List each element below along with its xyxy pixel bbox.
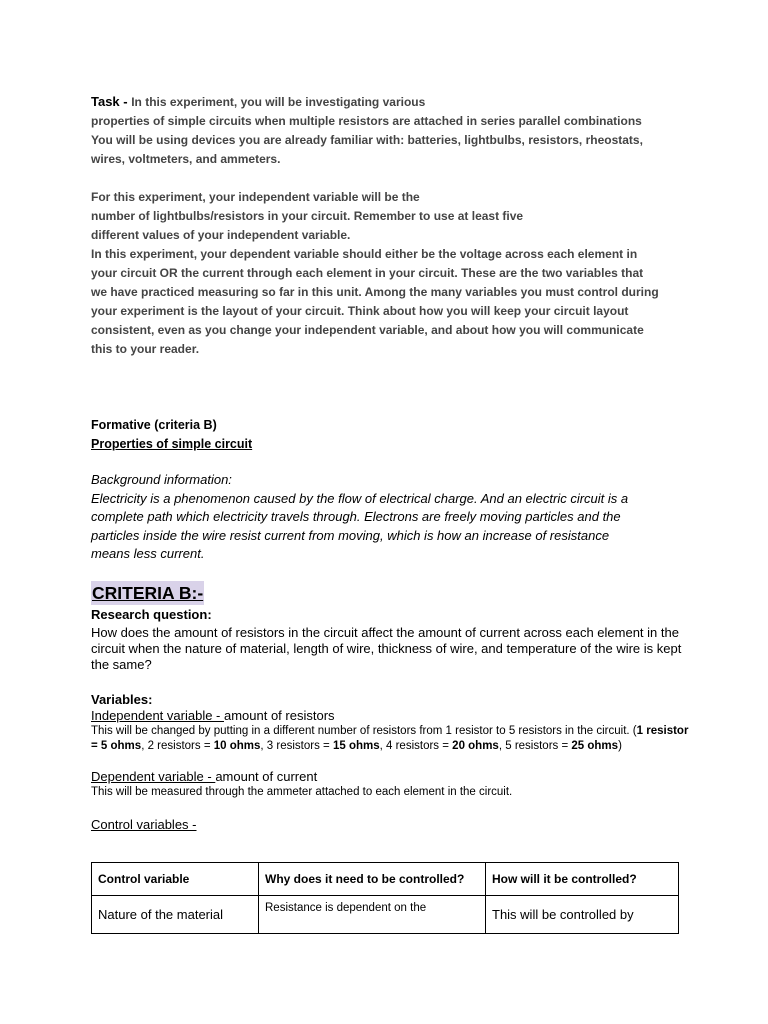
task-line-1: In this experiment, you will be investigating various xyxy=(131,95,426,109)
resistor-value: 25 ohms xyxy=(571,739,619,752)
dependent-variable-value: amount of current xyxy=(215,768,318,784)
background-line: means less current. xyxy=(91,546,205,561)
resistor-value: 20 ohms xyxy=(452,739,499,752)
control-variables-label: Control variables - xyxy=(91,816,197,832)
variables-label: Variables: xyxy=(91,691,153,707)
task-para-line: your experiment is the layout of your circuit. Think about how you will keep your circuit layout xyxy=(91,304,629,318)
dependent-variable-label: Dependent variable - xyxy=(91,768,216,784)
task-para-line: your circuit OR the current through each element in your circuit. These are the two variables that xyxy=(91,266,644,280)
formative-section xyxy=(91,416,691,454)
table-row xyxy=(92,896,679,934)
task-section xyxy=(91,92,691,359)
task-para-line: For this experiment, your independent variable will be the xyxy=(91,190,420,204)
independent-variable-label: Independent variable - xyxy=(91,707,224,723)
desc-text: , 2 resistors = xyxy=(141,739,214,752)
task-para-line: we have practiced measuring so far in this unit. Among the many variables you must control during xyxy=(91,285,659,299)
table-header: Why does it need to be controlled? xyxy=(259,863,486,896)
table-header: How will it be controlled? xyxy=(486,863,679,896)
task-para-line: consistent, even as you change your independent variable, and about how you will communicate xyxy=(91,323,644,337)
task-line-2: properties of simple circuits when multiple resistors are attached in series parallel combinations xyxy=(91,114,642,128)
control-variables-table xyxy=(91,862,679,934)
document-page xyxy=(91,92,691,833)
task-label: Task - xyxy=(91,94,132,109)
task-para-line: In this experiment, your dependent variable should either be the voltage across each element in xyxy=(91,247,638,261)
independent-variable-desc xyxy=(91,724,691,754)
resistor-value: 15 ohms xyxy=(332,739,380,752)
independent-variable-value: amount of resistors xyxy=(223,707,335,723)
criteria-title: CRITERIA B:- xyxy=(92,582,204,603)
table-header-row xyxy=(92,863,679,896)
background-line: complete path which electricity travels through. Electrons are freely moving particles and the xyxy=(91,509,621,524)
desc-text: , 4 resistors = xyxy=(379,739,453,752)
desc-text: , 3 resistors = xyxy=(260,739,333,752)
research-question-text: How does the amount of resistors in the circuit affect the amount of current across each element in the circuit when the nature of material, length of wire, thickness of wire, and temperature of the wire is kept the same? xyxy=(91,624,682,672)
background-line: particles inside the wire resist current from moving, which is how an increase of resistance xyxy=(91,527,610,543)
task-para-line: number of lightbulbs/resistors in your circuit. Remember to use at least five xyxy=(91,209,524,223)
dependent-variable xyxy=(91,769,691,785)
table-cell: Resistance is dependent on the xyxy=(259,896,486,934)
desc-text: , 5 resistors = xyxy=(498,739,572,752)
formative-title: Formative (criteria B) xyxy=(91,418,217,432)
dependent-variable-desc: This will be measured through the ammeter attached to each element in the circuit. xyxy=(91,785,513,798)
resistor-value: 1 resistor = 5 ohms xyxy=(91,724,689,752)
task-para-line: different values of your independent variable. xyxy=(91,228,351,242)
task-line-4: wires, voltmeters, and ammeters. xyxy=(91,152,281,166)
table-cell: This will be controlled by xyxy=(486,896,679,934)
research-question-label: Research question: xyxy=(91,606,212,622)
task-para-line: this to your reader. xyxy=(91,342,200,356)
formative-subtitle: Properties of simple circuit xyxy=(91,437,253,451)
desc-text: ) xyxy=(618,739,622,752)
table-header: Control variable xyxy=(92,863,259,896)
table-cell: Nature of the material xyxy=(92,896,259,934)
desc-text: This will be changed by putting in a different number of resistors from 1 resistor to 5 resistors in the circuit. ( xyxy=(91,724,637,737)
resistor-value: 10 ohms xyxy=(213,739,261,752)
background-heading: Background information: xyxy=(91,472,232,487)
independent-variable xyxy=(91,708,691,724)
background-line: Electricity is a phenomenon caused by the flow of electrical charge. And an electric circuit is a xyxy=(91,490,629,506)
task-line-3: You will be using devices you are already familiar with: batteries, lightbulbs, resistors, rheostats, xyxy=(91,133,643,147)
background-section xyxy=(91,471,691,564)
